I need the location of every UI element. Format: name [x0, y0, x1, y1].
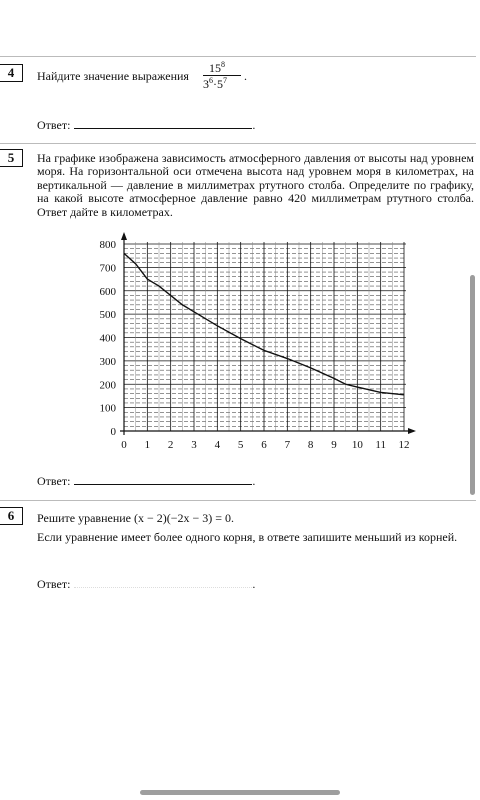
y-tick-label: 400	[99, 332, 116, 345]
home-indicator[interactable]	[140, 790, 340, 795]
x-tick-label: 1	[144, 439, 151, 451]
scrollbar[interactable]	[470, 275, 475, 495]
separator-line	[0, 500, 476, 501]
answer-row-5: Ответ: .	[37, 474, 256, 488]
task-number-5: 5	[0, 149, 23, 167]
y-axis-arrow	[121, 232, 127, 240]
x-tick-label: 5	[237, 439, 244, 451]
answer-label: Ответ:	[37, 577, 71, 591]
x-tick-label: 8	[307, 439, 314, 451]
vertical-grid	[136, 242, 404, 431]
x-tick-label: 10	[351, 439, 363, 451]
task-5-text: На графике изображена зависимость атмосферного давления от высоты над уровнем моря. На горизонтальной оси отмечена высота над уровнем моря в километрах, на вертикальной — давление в миллиметрах ртутного столба. Определите по графику, на какой высоте атмосферное давление равно 420 миллиметрам ртутного столба. Ответ дайте в километрах.	[37, 151, 474, 219]
task-6-text: Решите уравнение (x − 2)(−2x − 3) = 0.	[37, 511, 235, 525]
answer-field-6[interactable]	[74, 576, 252, 588]
x-tick-label: 7	[284, 439, 291, 451]
fraction-expression: $15^8$ $3^6\cdot 5^7$	[203, 61, 243, 97]
answer-field-5[interactable]	[74, 473, 252, 485]
answer-row-6: Ответ: .	[37, 577, 256, 591]
x-axis-arrow	[408, 428, 416, 434]
y-tick-label: 100	[99, 402, 116, 415]
answer-label: Ответ:	[37, 474, 71, 488]
answer-row-4: Ответ: .	[37, 118, 256, 132]
y-tick-label: 200	[99, 379, 116, 392]
task-6-text2: Если уравнение имеет более одного корня, в ответе запишите меньший из корней.	[37, 530, 458, 544]
x-tick-label: 9	[331, 439, 337, 451]
task-number-6: 6	[0, 507, 23, 525]
x-tick-label: 12	[398, 439, 410, 451]
x-tick-labels	[121, 439, 409, 451]
y-tick-label: 0	[110, 426, 116, 438]
y-tick-label: 600	[99, 285, 116, 298]
y-tick-label: 500	[99, 309, 116, 322]
x-tick-label: 3	[191, 439, 197, 451]
y-tick-labels	[100, 239, 117, 438]
y-tick-label: 300	[99, 355, 116, 368]
x-tick-label: 6	[261, 439, 267, 451]
x-tick-label: 4	[214, 439, 221, 451]
task-4-text: Найдите значение выражения	[37, 69, 189, 83]
task-number-4: 4	[0, 64, 23, 82]
horizontal-grid	[124, 244, 406, 426]
x-tick-label: 11	[375, 439, 386, 451]
y-tick-label: 700	[99, 262, 116, 275]
x-tick-label: 0	[121, 439, 127, 451]
x-tick-label: 2	[167, 439, 174, 451]
equation: (x − 2)(−2x − 3) = 0.	[133, 511, 235, 525]
y-tick-label: 800	[99, 239, 116, 251]
answer-label: Ответ:	[37, 118, 71, 132]
task-4-period: .	[244, 69, 247, 83]
